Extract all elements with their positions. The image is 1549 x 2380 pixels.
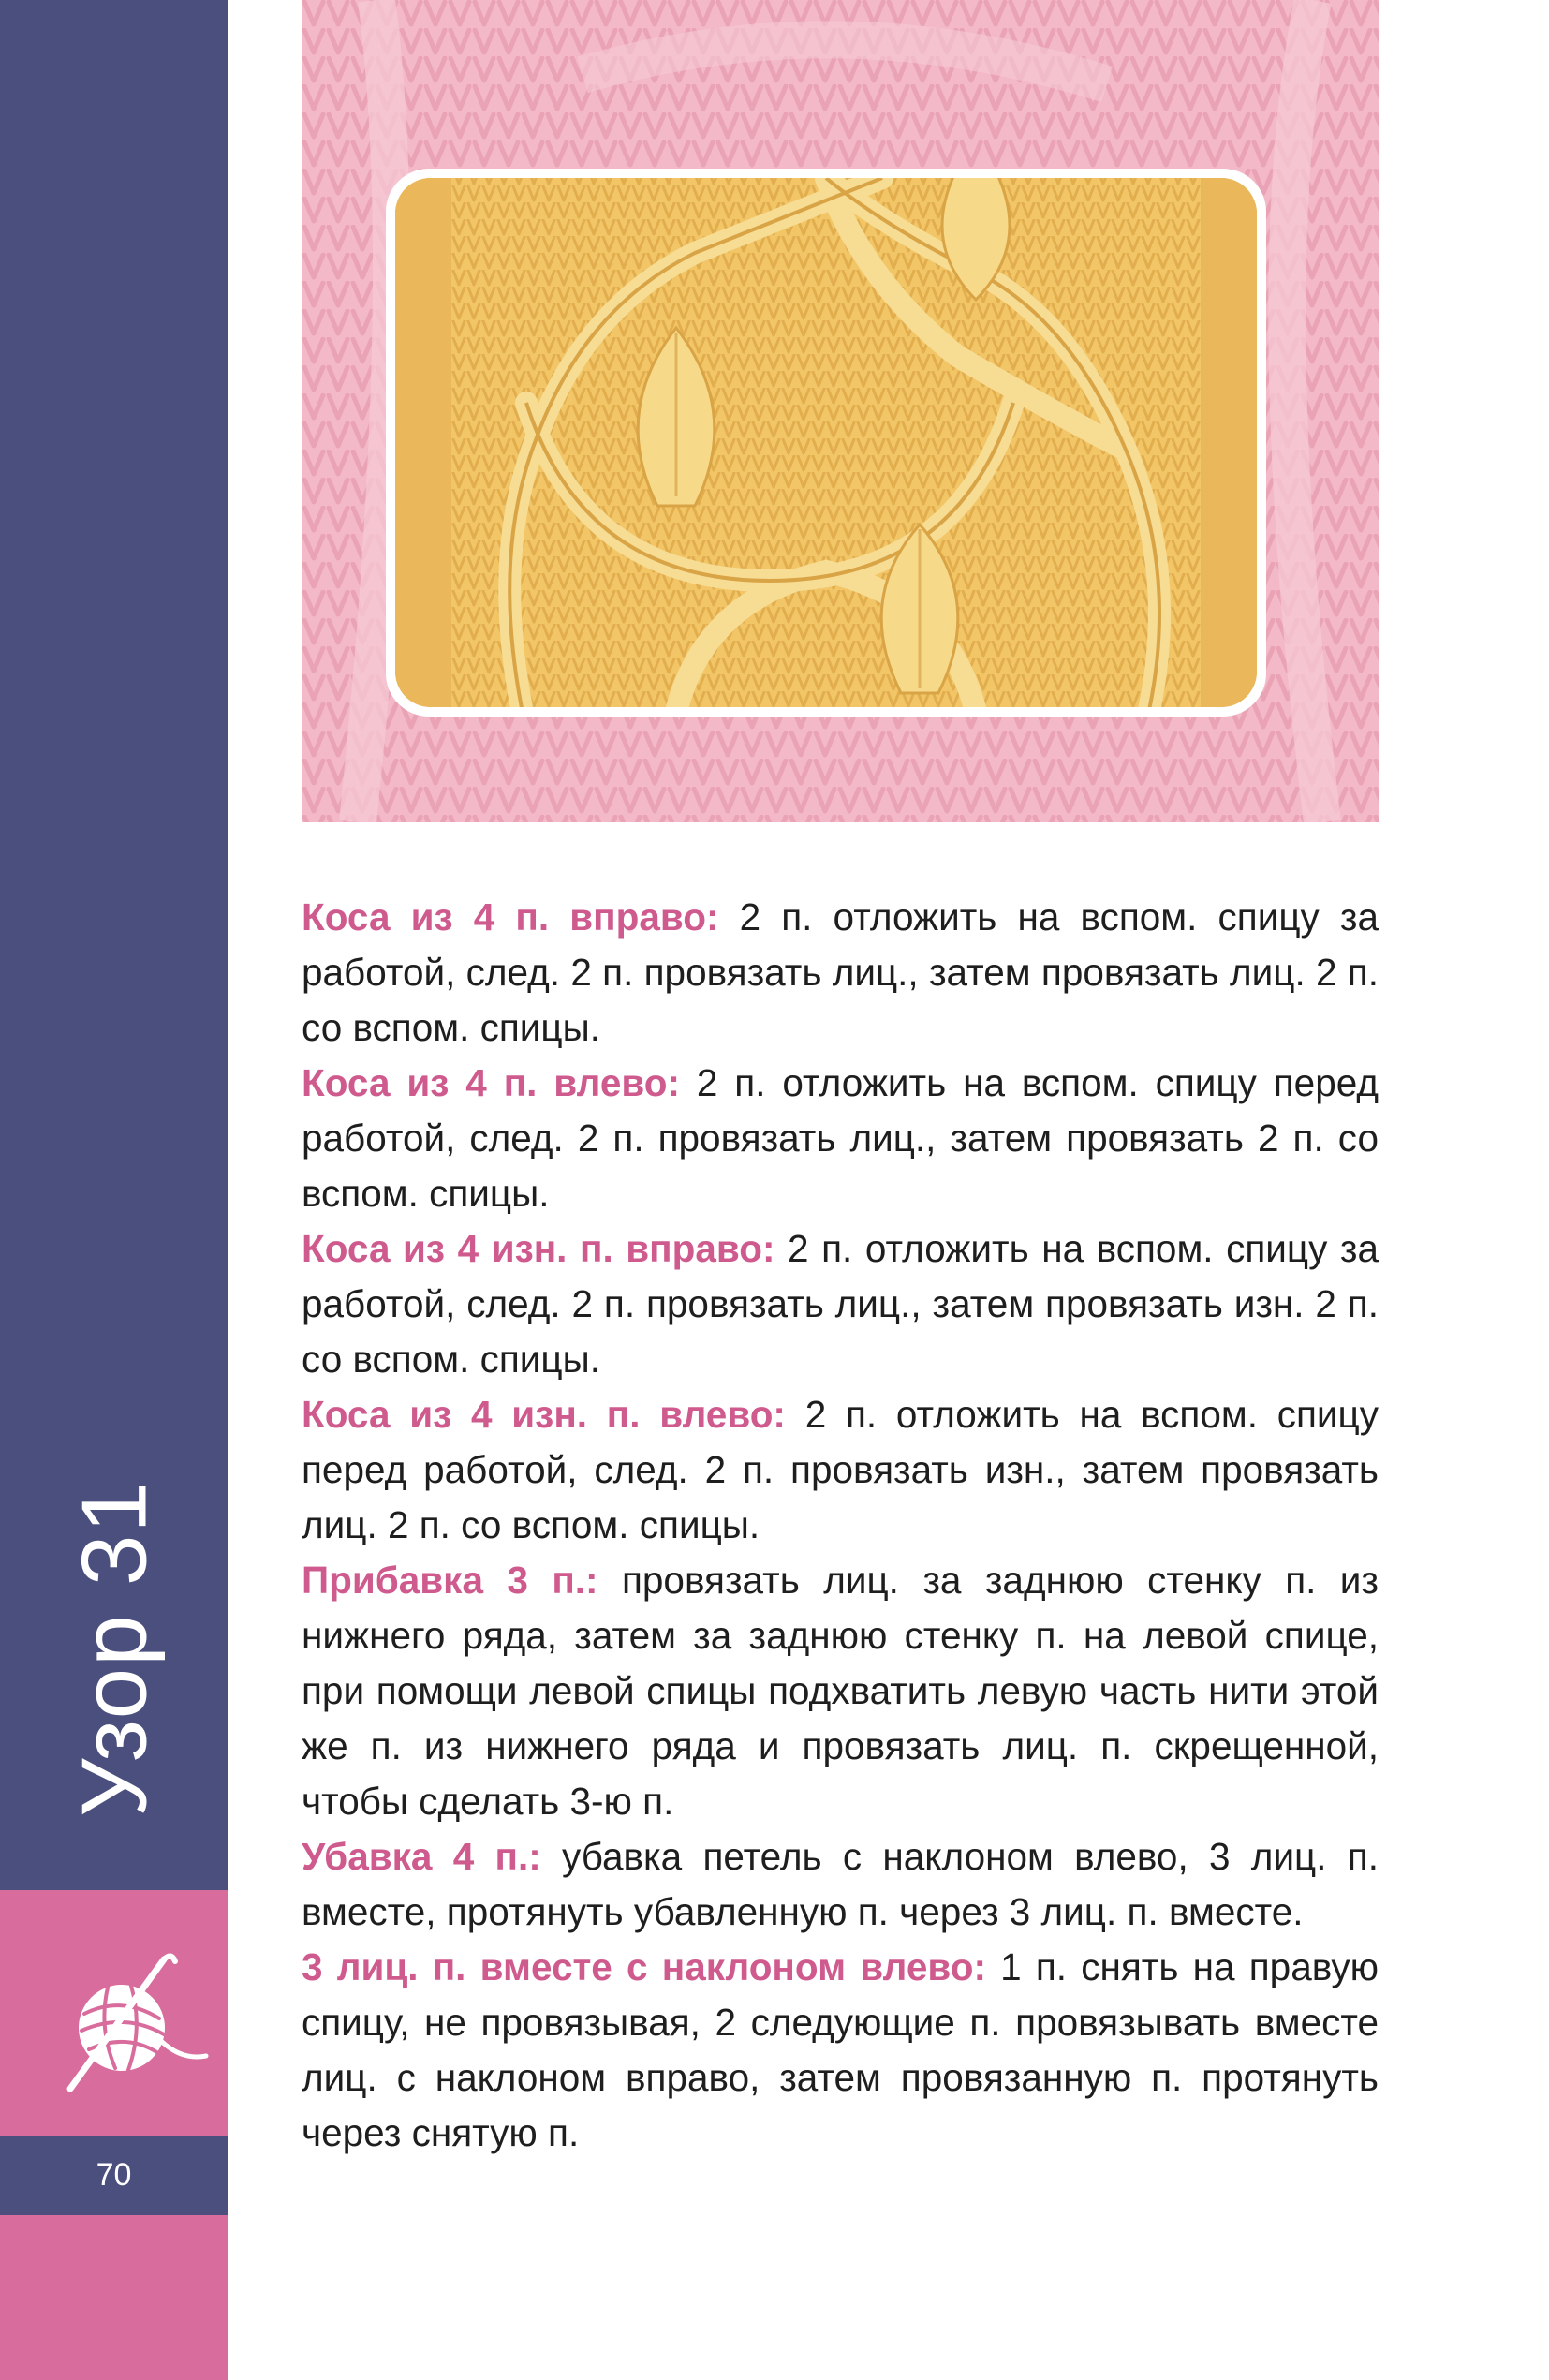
yarn-ball-crochet-hook-icon — [42, 1939, 211, 2107]
instruction-term: 3 лиц. п. вместе с наклоном влево: — [302, 1945, 986, 1988]
instruction-entry — [302, 1940, 1379, 2161]
instruction-term: Убавка 4 п.: — [302, 1835, 541, 1878]
instruction-text: убавка петель с наклоном влево, 3 лиц. п. вместе, протянуть убавленную п. через 3 лиц. п. вместе. — [302, 1835, 1379, 1933]
instruction-entry — [302, 1221, 1379, 1387]
instruction-entry — [302, 1056, 1379, 1221]
instruction-term: Коса из 4 изн. п. влево: — [302, 1393, 786, 1436]
pattern-title-text: Узор 31 — [62, 1480, 166, 1817]
instruction-entry — [302, 890, 1379, 1056]
instruction-entry — [302, 1829, 1379, 1940]
knitted-cable-leaf-pattern-swatch — [302, 0, 1379, 822]
instruction-text: 1 п. снять на правую спицу, не провязывая, 2 следующие п. провязывать вместе лиц. с наклоном вправо, затем провязанную п. протянуть через снятую п. — [302, 1945, 1379, 2154]
page-number: 70 — [96, 2157, 132, 2193]
instruction-text: 2 п. отложить на вспом. спицу за работой, след. 2 п. провязать лиц., затем провязать изн. 2 п. со вспом. спицы. — [302, 1227, 1379, 1381]
instruction-entry — [302, 1387, 1379, 1553]
instructions — [302, 890, 1379, 2161]
instruction-text: 2 п. отложить на вспом. спицу перед работой, след. 2 п. провязать изн., затем провязать лиц. 2 п. со вспом. спицы. — [302, 1393, 1379, 1546]
instruction-text: 2 п. отложить на вспом. спицу перед работой, след. 2 п. провязать лиц., затем провязать 2 п. со вспом. спицы. — [302, 1061, 1379, 1215]
instruction-term: Коса из 4 изн. п. вправо: — [302, 1227, 775, 1270]
instruction-term: Прибавка 3 п.: — [302, 1559, 598, 1602]
instruction-entry — [302, 1553, 1379, 1829]
pattern-title — [0, 1405, 228, 1873]
instruction-text: 2 п. отложить на вспом. спицу за работой, след. 2 п. провязать лиц., затем провязать лиц. 2 п. со вспом. спицы. — [302, 895, 1379, 1049]
instruction-term: Коса из 4 п. вправо: — [302, 895, 719, 939]
instruction-term: Коса из 4 п. влево: — [302, 1061, 680, 1104]
page-number-band — [0, 2136, 228, 2215]
instruction-text: провязать лиц. за заднюю стенку п. из нижнего ряда, затем за заднюю стенку п. на левой спице, при помощи левой спицы подхватить левую часть нити этой же п. из нижнего ряда и провязать лиц. п. скрещенной, чтобы сделать 3-ю п. — [302, 1559, 1379, 1823]
